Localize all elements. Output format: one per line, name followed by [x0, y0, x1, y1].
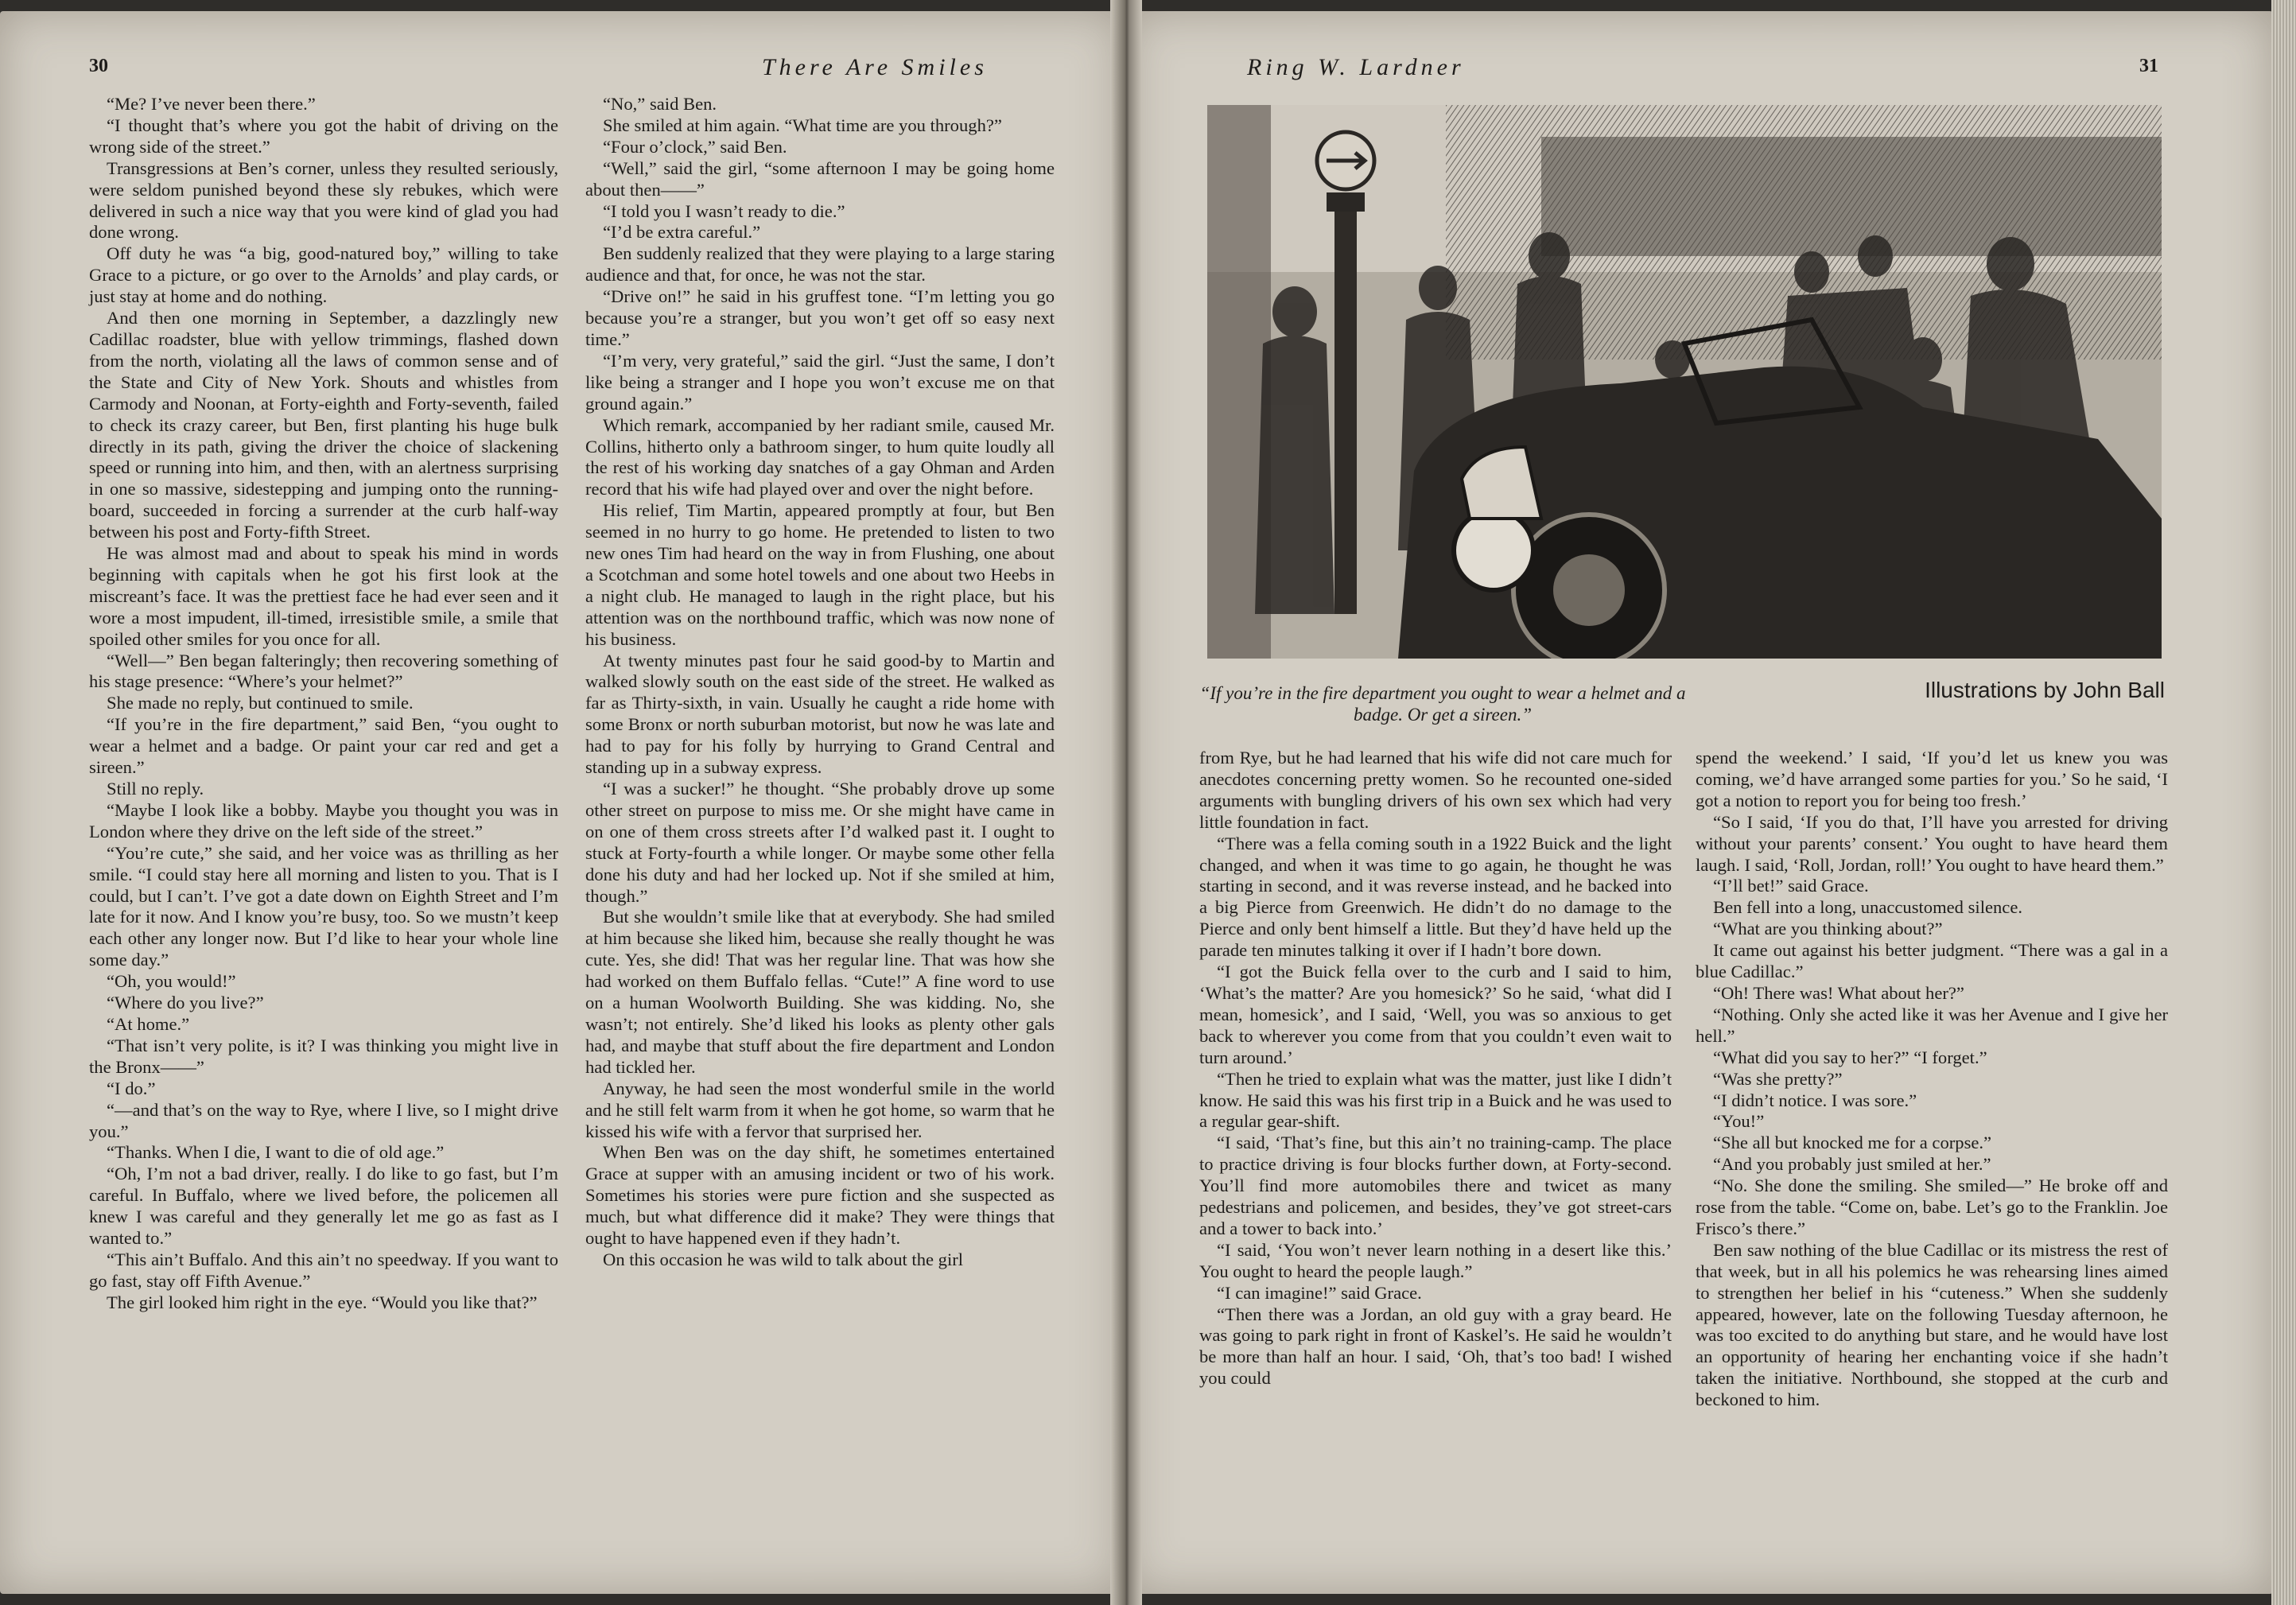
paragraph: “Drive on!” he said in his gruffest tone. “I’m letting you go because you’re a stranger, but you won’t get off so easy next time.”	[585, 286, 1055, 349]
paragraph: Transgressions at Ben’s corner, unless they resulted seriously, were seldom punished beyond these sly rebukes, which were delivered in such a nice way that you were kind of glad you had done wrong.	[89, 157, 558, 243]
paragraph: “Then he tried to explain what was the matter, just like I didn’t know. He said this was his first trip in a Buick and he was used to a regular gear-shift.	[1199, 1068, 1672, 1132]
paragraph: “I’d be extra careful.”	[603, 222, 761, 243]
paragraph: “Me? I’ve never been there.”	[107, 94, 316, 114]
paragraph: “I’m very, very grateful,” said the girl. “Just the same, I don’t like being a stranger and I hope you won’t excuse me on that ground again.”	[585, 350, 1055, 414]
paragraph: Ben fell into a long, unaccustomed silence.	[1713, 897, 2023, 918]
paragraph: She smiled at him again. “What time are you through?”	[603, 115, 1002, 135]
paragraph: spend the weekend.’ I said, ‘If you’d let us knew you was coming, we’d have arranged some parties for you.’ So he said, ‘I got a notion to report you for being too fresh.’	[1696, 748, 2168, 810]
paragraph: “No. She done the smiling. She smiled—” He broke off and rose from the table. “Come on, babe. Let’s go to the Franklin. Joe Frisco’s there.”	[1696, 1176, 2168, 1238]
paragraph: Ben suddenly realized that they were playing to a large staring audience and that, for once, he was not the star.	[585, 243, 1055, 286]
paragraph: She made no reply, but continued to smile.	[107, 693, 414, 713]
paragraph: “—and that’s on the way to Rye, where I live, so I might drive you.”	[89, 1099, 558, 1141]
paragraph: “Maybe I look like a bobby. Maybe you thought you was in London where they drive on the left side of the street.”	[89, 799, 558, 841]
paragraph: “Oh, I’m not a bad driver, really. I do like to go fast, but I’m careful. In Buffalo, where we lived before, the policemen all knew I was careful and they generally let me go as fast as I wanted to.”	[89, 1164, 558, 1249]
paragraph: from Rye, but he had learned that his wife did not care much for anecdotes concerning pretty women. So he recounted one-sided arguments with bungling drivers of his own sex which had very little foundation in fact.	[1199, 748, 1672, 832]
running-head-left: There Are Smiles	[762, 54, 988, 80]
left-column-2	[585, 94, 1055, 1271]
paragraph: Still no reply.	[107, 779, 204, 799]
paragraph: “Was she pretty?”	[1713, 1068, 1843, 1089]
paragraph: “Oh! There was! What about her?”	[1713, 982, 1964, 1003]
paragraph: The girl looked him right in the eye. “Would you like that?”	[107, 1292, 538, 1312]
book-gutter	[1110, 0, 1142, 1605]
paragraph: Off duty he was “a big, good-natured boy,” willing to take Grace to a picture, or go over to the Arnolds’ and play cards, or just stay at home and do nothing.	[89, 243, 558, 307]
paragraph: But she wouldn’t smile like that at everybody. She had smiled at him because she liked him, because she really thought he was cute. Yes, she did! That was her regular line. That was how she had worked on them Buffalo fellas. “Cute!” A fine word to use on a human Woolworth Building. She was kidding. No, she wasn’t; not entirely. She’d liked his looks as plenty other gals had, and maybe that stuff about the fire department and London had tickled her.	[585, 907, 1055, 1077]
paragraph: “No,” said Ben.	[603, 94, 717, 114]
paragraph: “That isn’t very polite, is it? I was thinking you might live in the Bronx——”	[89, 1035, 558, 1077]
paragraph: “I got the Buick fella over to the curb and I said to him, ‘What’s the matter? Are you homesick?’ So he said, ‘what did I mean, homesick’, and I said, ‘Well, you was so anxious to get back to wherever you come from that you couldn’t even wait to turn around.’	[1199, 962, 1672, 1067]
paragraph: “I said, ‘You won’t never learn nothing in a desert like this.’ You ought to heard the people laugh.”	[1199, 1239, 1672, 1281]
paragraph: “Oh, you would!”	[107, 971, 236, 992]
paragraph: “This ain’t Buffalo. And this ain’t no speedway. If you want to go fast, stay off Fifth Avenue.”	[89, 1249, 558, 1291]
paragraph: “I told you I wasn’t ready to die.”	[603, 200, 845, 221]
paragraph: “Four o’clock,” said Ben.	[603, 136, 787, 157]
paragraph: His relief, Tim Martin, appeared promptly at four, but Ben seemed in no hurry to go home. He pretended to listen to two new ones Tim had heard on the way in from Flushing, one about a Scotchman and some hotel towels and one about two Heebs in a night club. He managed to laugh in the right place, but his attention was on the northbound traffic, which was now none of his business.	[585, 500, 1055, 649]
paragraph: “Then there was a Jordan, an old guy with a gray beard. He was going to park right in front of Kaskel’s. He said he wouldn’t be more than half an hour. I said, ‘Oh, that’s too bad! I wished you could	[1199, 1304, 1672, 1389]
paragraph: “At home.”	[107, 1013, 190, 1034]
paragraph: “If you’re in the fire department,” said Ben, “you ought to wear a helmet and a badge. Or paint your car red and get a sireen.”	[89, 714, 558, 778]
paragraph: “What did you say to her?” “I forget.”	[1713, 1047, 1987, 1067]
paragraph: He was almost mad and about to speak his mind in words beginning with capitals when he got his first look at the miscreant’s face. It was the prettiest face he had ever seen and it wore a most impudent, ill-timed, irresistible smile, a smile that spoiled other smiles for you once for all.	[89, 543, 558, 649]
paragraph: “I didn’t notice. I was sore.”	[1713, 1090, 1917, 1110]
paragraph: When Ben was on the day shift, he sometimes entertained Grace at supper with an amusing incident or two of his work. Sometimes his stories were pure fiction and she suspected as much, but what difference did it make? They were things that ought to have happened even if they hadn’t.	[585, 1142, 1055, 1249]
paragraph: “She all but knocked me for a corpse.”	[1713, 1133, 1992, 1153]
paragraph: “I said, ‘That’s fine, but this ain’t no training-camp. The place to practice driving is four blocks further down, at Forty-second. You’ll find more automobiles there and twicet as many pedestrians and policemen, and besides, they’ve got street-cars and a tower to back into.’	[1199, 1133, 1672, 1238]
paragraph: Which remark, accompanied by her radiant smile, caused Mr. Collins, hitherto only a bathroom singer, to hum quite loudly all the rest of his working day snatches of a gay Ohman and Arden record that his wife had played over and over the night before.	[585, 414, 1055, 499]
paragraph: “Where do you live?”	[107, 993, 264, 1013]
page-number-left: 30	[89, 56, 108, 76]
paragraph: Ben saw nothing of the blue Cadillac or its mistress the rest of that week, but in all his polemics he was rehearsing lines aimed to strengthen her belief in his “cuteness.” When she suddenly appeared, however, late on the following Tuesday afternoon, he was too excited to do anything but stare, and he would have lost an opportunity of hearing her enchanting voice if she hadn’t taken the initiative. Northbound, she stopped at the curb and beckoned to him.	[1696, 1239, 2168, 1410]
paragraph: “What are you thinking about?”	[1713, 919, 1943, 939]
paragraph: “I’ll bet!” said Grace.	[1713, 876, 1869, 896]
illustration-caption: “If you’re in the fire department you ought to wear a helmet and a badge. Or get a sireen.”	[1199, 683, 1686, 725]
paragraph: “You!”	[1713, 1111, 1765, 1132]
illustration-drawing	[1207, 105, 2162, 659]
street-scene-illustration	[1207, 105, 2162, 659]
paragraph: “Well,” said the girl, “some afternoon I may be going home about then——”	[585, 157, 1055, 200]
paragraph: “I thought that’s where you got the habit of driving on the wrong side of the street.”	[89, 115, 558, 157]
paragraph: “So I said, ‘If you do that, I’ll have you arrested for driving without your parents’ consent.’ You ought to have heard them laugh. I said, ‘Roll, Jordan, roll!’ You ought to have heard them.”	[1696, 811, 2168, 875]
paragraph: “Well—” Ben began falteringly; then recovering something of his stage presence: “Where’s your helmet?”	[89, 650, 558, 692]
running-head-right: Ring W. Lardner	[1247, 54, 1465, 80]
paragraph: And then one morning in September, a dazzlingly new Cadillac roadster, blue with yellow trimmings, flashed down from the north, violating all the laws of common sense and of the State and City of New York. Shouts and whistles from Carmody and Noonan, at Forty-eighth and Forty-seventh, failed to check its crazy career, but Ben, first planting his huge bulk directly in its path, giving the driver the choice of slackening speed or running into him, and then, with an alertness surprising in one so massive, sidestepping and jumping onto the running-board, succeeded in forcing a surrender at the curb half-way between his post and Forty-fifth Street.	[89, 308, 558, 542]
left-column-1	[89, 94, 558, 1314]
illustration-credit: Illustrations by John Ball	[1925, 678, 2165, 702]
paragraph: “You’re cute,” she said, and her voice was as thrilling as her smile. “I could stay here all morning and listen to you. That is I could, but I can’t. I’ve got a date down on Eighth Street and I’m late for it now. And I know you’re busy, too. So we mustn’t keep each other any longer now. But I’d like to hear your whole line some day.”	[89, 842, 558, 970]
paragraph: “I can imagine!” said Grace.	[1217, 1282, 1422, 1303]
paragraph: “Thanks. When I die, I want to die of old age.”	[107, 1142, 445, 1163]
paragraph: “There was a fella coming south in a 1922 Buick and the light changed, and when it was time to go again, he thought he was starting in second, and it was reverse instead, and he backed into a big Pierce from Greenwich. He didn’t do no damage to the Pierce and only bent himself a little. But they’d have held up the parade ten minutes talking it over if I hadn’t bore down.	[1199, 833, 1672, 961]
paragraph: “I do.”	[107, 1078, 156, 1098]
right-column-2	[1696, 748, 2168, 1411]
page-edges	[2271, 0, 2296, 1605]
paragraph: At twenty minutes past four he said good-by to Martin and walked slowly south on the east side of the street. He walked as far as Thirty-sixth, in vain. Usually he caught a ride home with some Bronx or north suburban motorist, but now he was late and had to pay for his folly by hurrying to Grand Central and standing up in a subway express.	[585, 650, 1055, 778]
paragraph: “I was a sucker!” he thought. “She probably drove up some other street on purpose to miss me. Or she might have came in on one of them cross streets after I’d walked past it. I ought to stuck at Forty-fourth a while longer. Or maybe some other fella done his duty and had her locked up. Not if she smiled at him, though.”	[585, 779, 1055, 906]
paragraph: It came out against his better judgment. “There was a gal in a blue Cadillac.”	[1696, 940, 2168, 982]
paragraph: On this occasion he was wild to talk about the girl	[603, 1249, 964, 1269]
page-number-right: 31	[2139, 56, 2158, 76]
right-column-1	[1199, 748, 1672, 1389]
paragraph: “And you probably just smiled at her.”	[1713, 1154, 1991, 1175]
paragraph: Anyway, he had seen the most wonderful smile in the world and he still felt warm from it when he got home, so warm that he kissed his wife with a fervor that surprised her.	[585, 1078, 1055, 1141]
paragraph: “Nothing. Only she acted like it was her Avenue and I give her hell.”	[1696, 1004, 2168, 1046]
